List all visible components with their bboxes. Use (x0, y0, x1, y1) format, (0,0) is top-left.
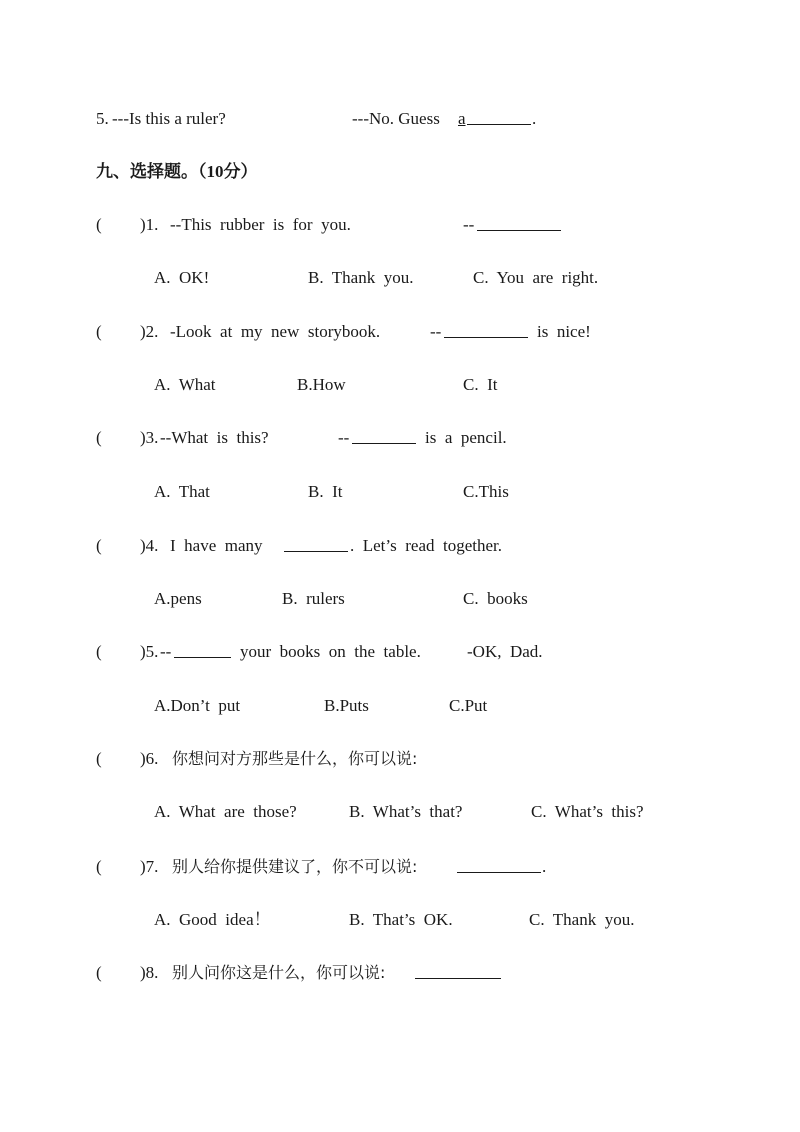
answer-paren[interactable]: ( (96, 857, 102, 876)
reply-suffix: is a pencil. (425, 428, 507, 447)
answer-paren[interactable]: ( (96, 322, 102, 341)
option-c[interactable]: C. Thank you. (529, 910, 635, 929)
question-label: )5. (140, 642, 159, 661)
question-stem: --This rubber is for you. (170, 215, 351, 234)
option-a[interactable]: A. What (154, 375, 216, 394)
reply-suffix: your books on the table. (240, 642, 421, 661)
question-text: ---Is this a ruler? (112, 109, 226, 128)
option-b[interactable]: B. That’s OK. (349, 910, 453, 929)
question-stem: I have many (170, 536, 263, 555)
option-c[interactable]: C.Put (449, 696, 488, 715)
answer-paren[interactable]: ( (96, 215, 102, 234)
answer-paren[interactable]: ( (96, 642, 102, 661)
option-b[interactable]: B. What’s that? (349, 802, 463, 821)
option-b[interactable]: B.Puts (324, 696, 369, 715)
option-c[interactable]: C. It (463, 375, 498, 394)
reply-suffix: . Let’s read together. (350, 536, 503, 555)
answer-paren[interactable]: ( (96, 963, 102, 982)
answer-paren[interactable]: ( (96, 536, 102, 555)
answer-blank[interactable] (467, 109, 531, 125)
option-b[interactable]: B.How (297, 375, 346, 394)
answer-blank[interactable] (352, 428, 416, 444)
question-stem: 别人问你这是什么，你可以说: (172, 963, 386, 982)
question-stem: 你想问对方那些是什么，你可以说: (172, 749, 418, 768)
option-b[interactable]: B. It (308, 482, 343, 501)
question-label: )2. (140, 322, 159, 341)
reply-suffix: . (542, 857, 547, 876)
question-label: )8. (140, 963, 159, 982)
answer-prefix: ---No. Guess (352, 109, 440, 128)
reply-dashes: -- (338, 428, 350, 447)
option-c[interactable]: C. books (463, 589, 528, 608)
option-a[interactable]: A. That (154, 482, 210, 501)
option-c[interactable]: C. You are right. (473, 268, 599, 287)
reply-dashes: -- (430, 322, 442, 341)
reply-dashes: -- (463, 215, 475, 234)
question-stem: 别人给你提供建议了，你不可以说: (172, 857, 418, 876)
option-b[interactable]: B. Thank you. (308, 268, 414, 287)
question-label: )7. (140, 857, 159, 876)
option-a[interactable]: A. Good idea！ (154, 910, 271, 929)
question-label: )3. (140, 428, 159, 447)
answer-blank[interactable] (444, 322, 528, 338)
answer-blank[interactable] (477, 215, 561, 231)
answer-suffix: . (532, 109, 537, 128)
question-stem: -Look at my new storybook. (170, 322, 381, 341)
option-c[interactable]: C. What’s this? (531, 802, 644, 821)
answer-paren[interactable]: ( (96, 428, 102, 447)
question-label: )4. (140, 536, 159, 555)
option-b[interactable]: B. rulers (282, 589, 345, 608)
question-label: )6. (140, 749, 159, 768)
question-number: 5. (96, 109, 109, 128)
answer-blank[interactable] (457, 857, 541, 873)
question-stem: -- (160, 642, 172, 661)
answer-blank[interactable] (174, 642, 231, 658)
option-c[interactable]: C.This (463, 482, 509, 501)
question-stem: --What is this? (160, 428, 269, 447)
reply-2: -OK, Dad. (467, 642, 543, 661)
choice-question-8 (0, 963, 386, 1083)
answer-paren[interactable]: ( (96, 749, 102, 768)
option-a[interactable]: A. OK! (154, 268, 210, 287)
option-a[interactable]: A. What are those? (154, 802, 297, 821)
option-a[interactable]: A.Don’t put (154, 696, 241, 715)
answer-filled: a (458, 109, 466, 128)
section-title: 九、选择题。（10分） (96, 162, 258, 181)
option-a[interactable]: A.pens (154, 589, 202, 608)
reply-suffix: is nice! (537, 322, 591, 341)
question-label: )1. (140, 215, 159, 234)
answer-blank[interactable] (415, 963, 501, 979)
answer-blank[interactable] (284, 536, 348, 552)
